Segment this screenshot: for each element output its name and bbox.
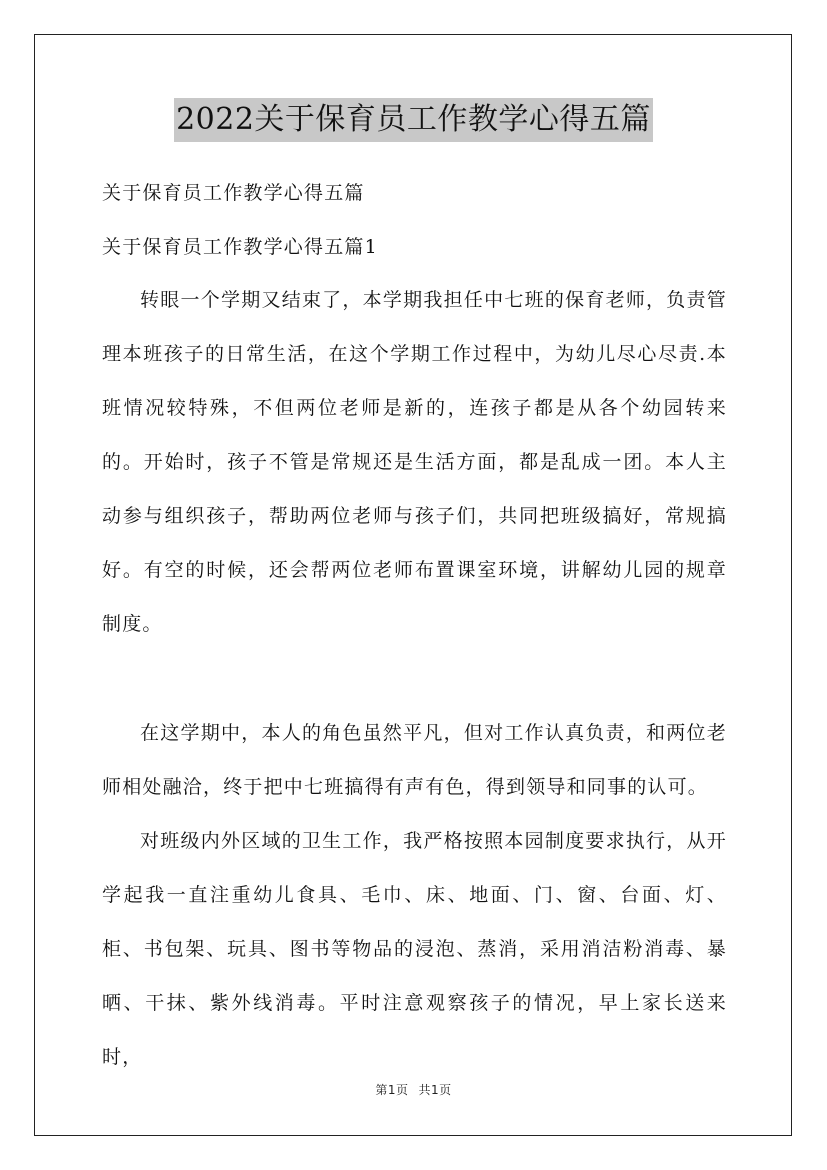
page-footer: [0, 1081, 827, 1098]
document-title: 2022关于保育员工作教学心得五篇: [174, 98, 653, 142]
page-number: 第1页: [375, 1083, 409, 1097]
page-total: 共1页: [418, 1083, 452, 1097]
section-heading: 关于保育员工作教学心得五篇1: [102, 236, 378, 258]
paragraph-2: 在这学期中，本人的角色虽然平凡，但对工作认真负责，和两位老师相处融洽，终于把中七班搞得有声有色，得到领导和同事的认可。: [102, 722, 727, 798]
title-container: [0, 98, 827, 142]
paragraph-3: 对班级内外区域的卫生工作，我严格按照本园制度要求执行，从开学起我一直注重幼儿食具、毛巾、床、地面、门、窗、台面、灯、柜、书包架、玩具、图书等物品的浸泡、蒸消，采用消洁粉消毒、暴晒、干抹、紫外线消毒。平时注意观察孩子的情况，早上家长送来时，: [102, 830, 727, 1068]
document-subtitle: 关于保育员工作教学心得五篇: [102, 182, 365, 204]
paragraph-1: 转眼一个学期又结束了，本学期我担任中七班的保育老师，负责管理本班孩子的日常生活，在这个学期工作过程中，为幼儿尽心尽责.本班情况较特殊，不但两位老师是新的，连孩子都是从各个幼园转来的。开始时，孩子不管是常规还是生活方面，都是乱成一团。本人主动参与组织孩子，帮助两位老师与孩子们，共同把班级搞好，常规搞好。有空的时候，还会帮两位老师布置课室环境，讲解幼儿园的规章制度。: [102, 289, 727, 635]
